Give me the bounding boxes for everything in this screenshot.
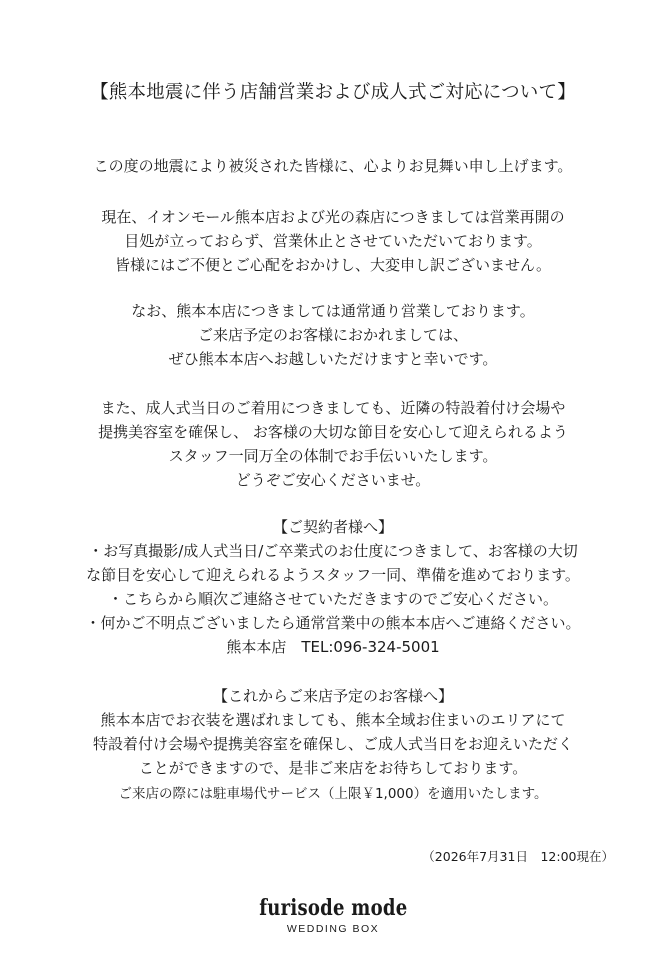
logo-main-text: furisode mode <box>258 895 408 921</box>
contract-line-1: ・お写真撮影/成人式当日/ご卒業式のお仕度につきまして、お客様の大切 <box>88 542 578 560</box>
parking-note: ご来店の際には駐車場代サービス（上限￥1,000）を適用いたします。 <box>118 786 548 802</box>
contract-line-2: な節目を安心して迎えられるようスタッフ一同、準備を進めております。 <box>86 566 580 584</box>
visitor-section-heading: 【これからご来店予定のお客様へ】 <box>212 687 453 705</box>
main-store-open-line-2: ご来店予定のお客様におかれましては、 <box>197 326 468 344</box>
contract-line-4: ・何かご不明点ございましたら通常営業中の熊本本店へご連絡ください。 <box>85 614 581 632</box>
date-note: （2026年7月31日 12:00現在） <box>422 849 614 864</box>
main-store-phone: 熊本本店 TEL:096-324-5001 <box>226 638 440 656</box>
page-title: 【熊本地震に伴う店舗営業および成人式ご対応について】 <box>90 82 576 103</box>
logo-sub-text: WEDDING BOX <box>286 923 380 935</box>
visitor-line-2: 特設着付け会場や提携美容室を確保し、ご成人式当日をお迎えいただく <box>92 735 573 753</box>
visitor-line-3: ことができますので、是非ご来店をお待ちしております。 <box>138 759 528 777</box>
main-store-open-line-3: ぜひ熊本本店へお越しいただけますと幸いです。 <box>168 350 498 368</box>
condolence-line: この度の地震により被災された皆様に、心よりお見舞い申し上げます。 <box>93 157 573 175</box>
store-closure-line-1: 現在、イオンモール熊本店および光の森店につきましては営業再開の <box>101 208 565 226</box>
visitor-line-1: 熊本本店でお衣装を選ばれましても、熊本全域お住まいのエリアにて <box>100 711 566 729</box>
ceremony-support-line-4: どうぞご安心くださいませ。 <box>235 471 431 489</box>
contract-line-3: ・こちらから順次ご連絡させていただきますのでご安心ください。 <box>107 590 558 608</box>
brand-logo <box>0 895 666 935</box>
store-closure-line-2: 目処が立っておらず、営業休止とさせていただいております。 <box>124 232 542 250</box>
ceremony-support-line-2: 提携美容室を確保し、 お客様の大切な節目を安心して迎えられるよう <box>98 423 568 441</box>
contract-section-heading: 【ご契約者様へ】 <box>272 518 393 536</box>
store-closure-line-3: 皆様にはご不便とご心配をおかけし、大変申し訳ございません。 <box>115 256 551 274</box>
ceremony-support-line-1: また、成人式当日のご着用につきましても、近隣の特設着付け会場や <box>100 399 566 417</box>
ceremony-support-line-3: スタッフ一同万全の体制でお手伝いいたします。 <box>168 447 498 465</box>
main-store-open-line-1: なお、熊本本店につきましては通常通り営業しております。 <box>131 302 535 320</box>
